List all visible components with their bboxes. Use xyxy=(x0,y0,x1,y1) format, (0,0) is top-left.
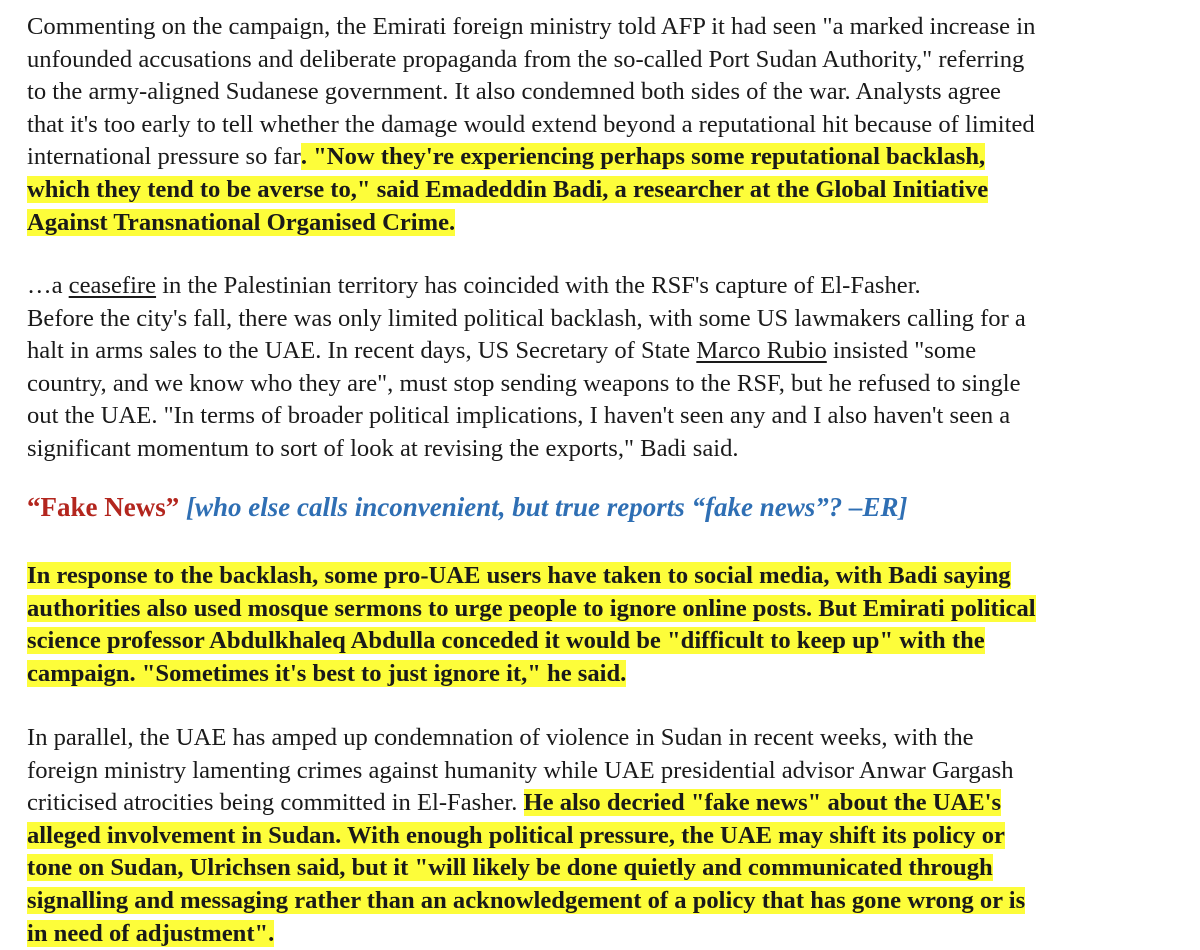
text-line: unfounded accusations and deliberate propaganda from the so-called Port Sudan Authority," referring xyxy=(27,45,1025,73)
highlighted-text: science professor Abdulkhaleq Abdulla conceded it would be "difficult to keep up" with the xyxy=(27,627,985,655)
text-line xyxy=(27,174,1035,207)
plain-text: …a xyxy=(27,272,69,299)
text-line: out the UAE. "In terms of broader political implications, I haven't seen any and I also haven't seen a xyxy=(27,402,1011,430)
text-line: Before the city's fall, there was only limited political backlash, with some US lawmakers calling for a xyxy=(27,304,1026,332)
heading-title: “Fake News” xyxy=(27,492,180,522)
paragraph-uae-condemnation xyxy=(27,722,1025,950)
highlighted-text: alleged involvement in Sudan. With enough political pressure, the UAE may shift its policy or xyxy=(27,821,1005,849)
text-line xyxy=(27,560,1036,593)
text-line: country, and we know who they are", must stop sending weapons to the RSF, but he refused to single xyxy=(27,369,1021,397)
highlighted-text: signalling and messaging rather than an acknowledgement of a policy that has gone wrong or is xyxy=(27,886,1026,914)
section-heading xyxy=(27,489,908,525)
text-line: significant momentum to sort of look at revising the exports," Badi said. xyxy=(27,434,739,462)
marco-rubio-link[interactable]: Marco Rubio xyxy=(696,337,827,365)
highlighted-text: which they tend to be averse to," said Emadeddin Badi, a researcher at the Global Initiative xyxy=(27,175,989,203)
text-line: to the army-aligned Sudanese government. It also condemned both sides of the war. Analysts agree xyxy=(27,78,1001,106)
highlighted-text: authorities also used mosque sermons to urge people to ignore online posts. But Emirati political xyxy=(27,594,1036,622)
highlighted-text: campaign. "Sometimes it's best to just ignore it," he said. xyxy=(27,659,627,687)
plain-text: insisted "some xyxy=(826,337,977,365)
plain-text: criticised atrocities being committed in El-Fasher. xyxy=(27,789,524,817)
highlighted-text: in need of adjustment". xyxy=(27,919,275,947)
text-line: that it's too early to tell whether the damage would extend beyond a reputational hit because of limited xyxy=(27,110,1035,138)
text-line xyxy=(27,787,1025,820)
text-line xyxy=(27,270,1026,303)
text-line: In parallel, the UAE has amped up condemnation of violence in Sudan in recent weeks, with the xyxy=(27,724,974,751)
highlighted-text: . "Now they're experiencing perhaps some reputational backlash, xyxy=(300,143,986,171)
text-line xyxy=(27,918,1025,950)
editor-note: [who else calls inconvenient, but true reports “fake news”? –ER] xyxy=(185,492,908,522)
text-line xyxy=(27,820,1025,853)
text-line xyxy=(27,625,1036,658)
highlighted-text: In response to the backlash, some pro-UAE users have taken to social media, with Badi saying xyxy=(27,562,1011,589)
text-line xyxy=(27,658,1036,691)
paragraph-pro-uae-users xyxy=(27,560,1036,690)
plain-text: in the Palestinian territory has coincided with the RSF's capture of El-Fasher. xyxy=(156,272,921,299)
ceasefire-link[interactable]: ceasefire xyxy=(68,272,157,299)
highlighted-text: He also decried "fake news" about the UAE's xyxy=(523,789,1002,817)
paragraph-emirati-ministry xyxy=(27,11,1035,239)
text-line: foreign ministry lamenting crimes against humanity while UAE presidential advisor Anwar Gargash xyxy=(27,756,1014,784)
text-line xyxy=(27,852,1025,885)
text-line xyxy=(27,885,1025,918)
text-line xyxy=(27,141,1035,174)
highlighted-text: tone on Sudan, Ulrichsen said, but it "will likely be done quietly and communicated through xyxy=(27,854,993,882)
plain-text: halt in arms sales to the UAE. In recent days, US Secretary of State xyxy=(27,337,697,365)
plain-text: international pressure so far xyxy=(27,143,301,171)
text-line xyxy=(27,207,1035,240)
highlighted-text: Against Transnational Organised Crime. xyxy=(27,208,456,236)
text-line xyxy=(27,593,1036,626)
text-line: Commenting on the campaign, the Emirati foreign ministry told AFP it had seen "a marked increase in xyxy=(27,13,1036,40)
text-line xyxy=(27,335,1026,368)
paragraph-ceasefire xyxy=(27,270,1026,466)
